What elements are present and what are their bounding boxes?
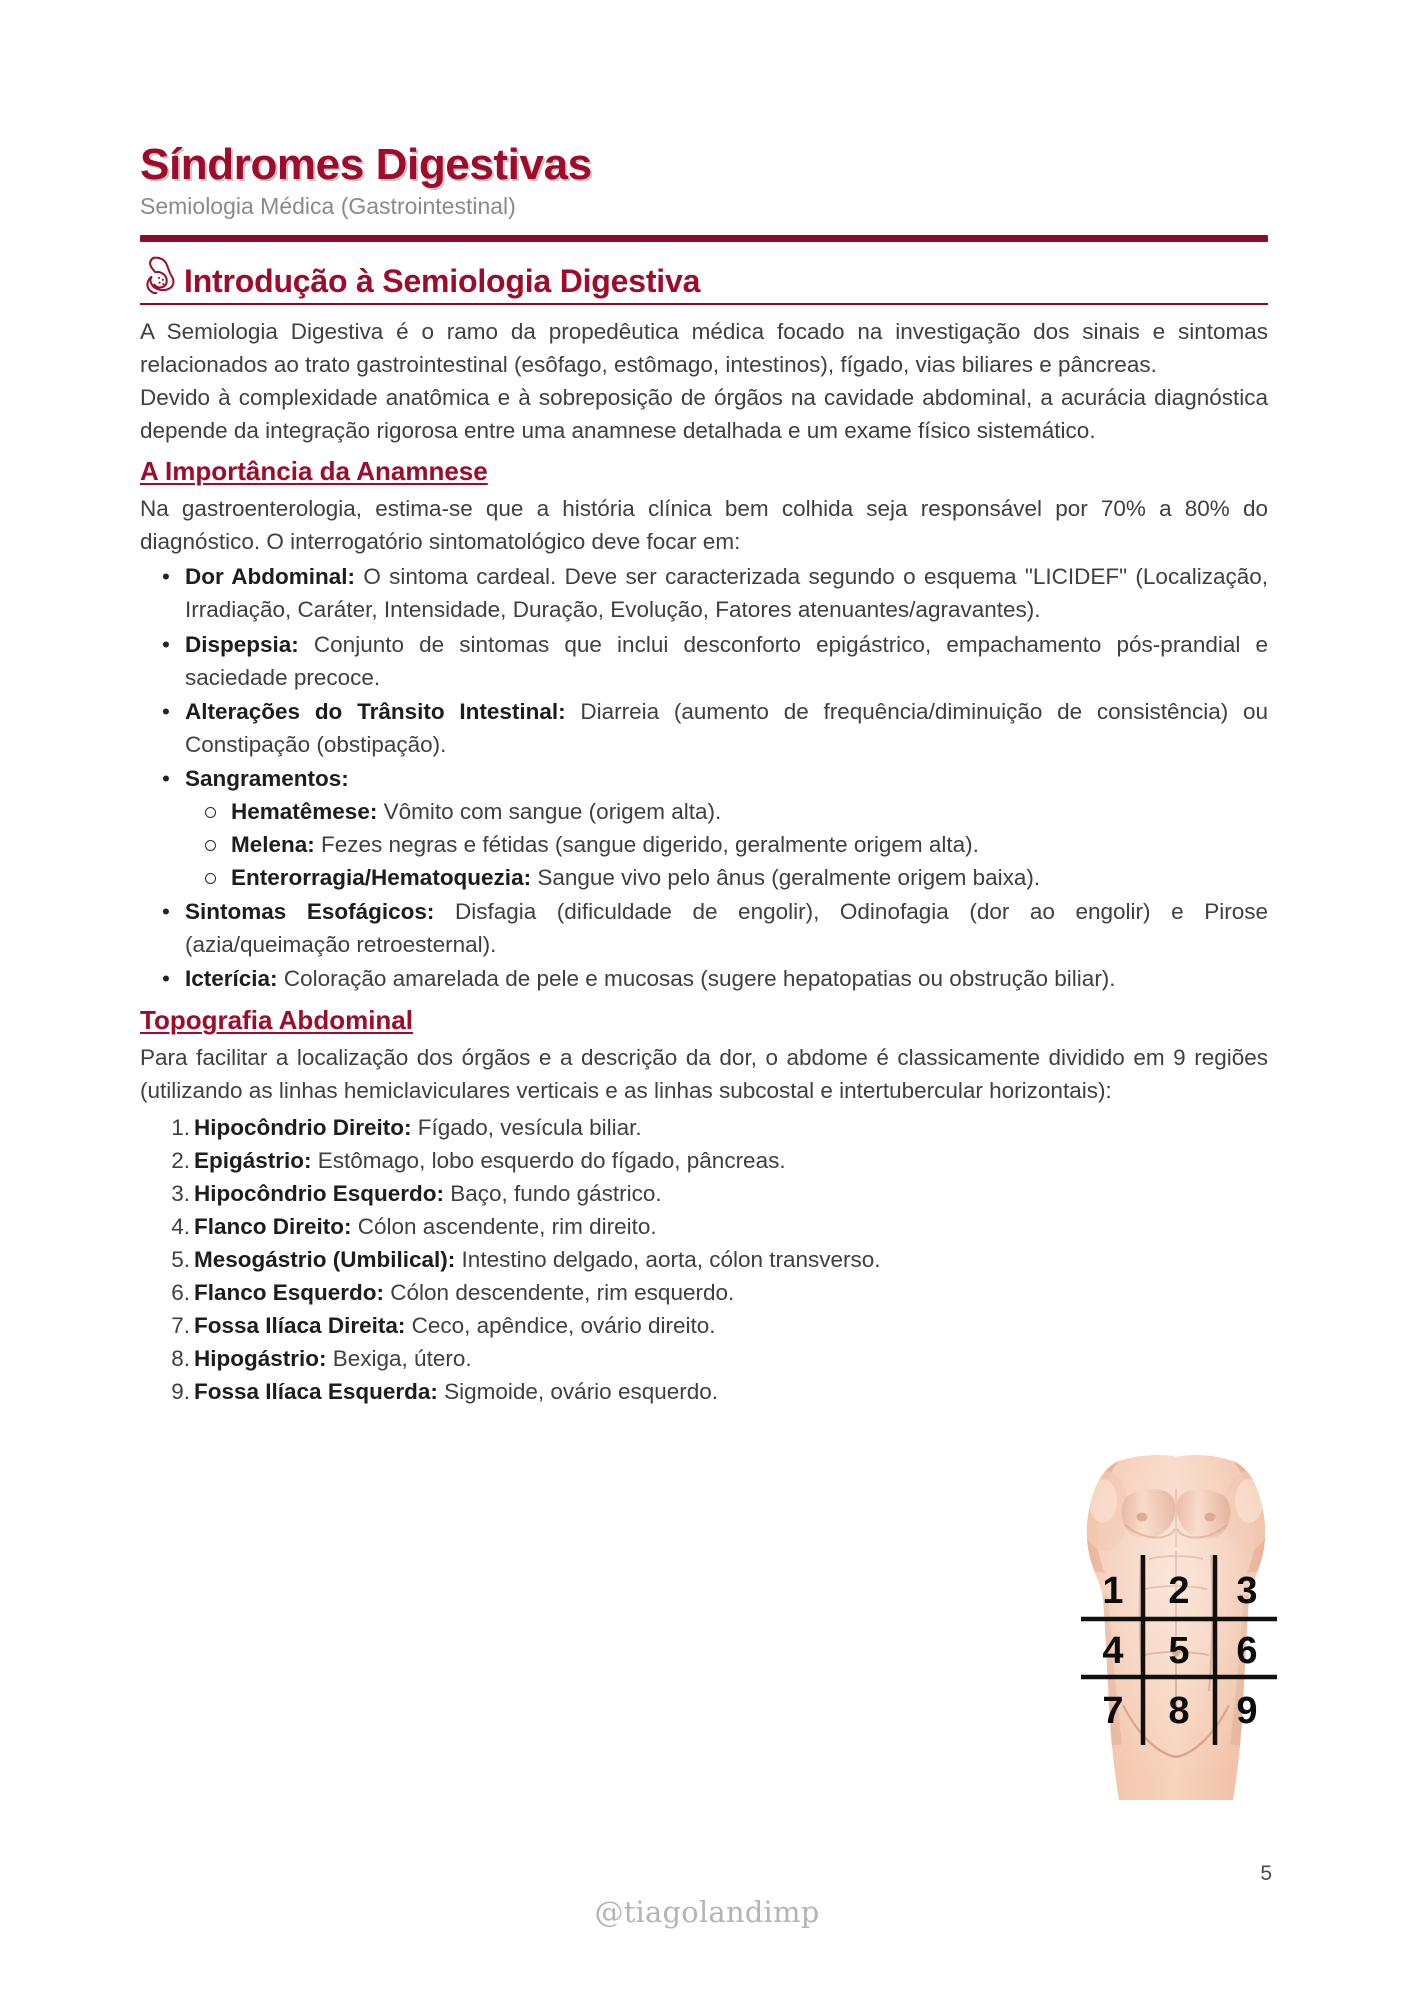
abdominal-quadrants-figure	[1045, 1455, 1305, 1800]
anamnese-list	[140, 560, 1268, 995]
page-content	[140, 140, 1268, 1408]
quadrant-label-6: 6	[1236, 1630, 1258, 1672]
quadrant-label-2: 2	[1168, 1570, 1190, 1612]
list-item-text: Diarreia (aumento de frequência/diminuição de consistência) ou Constipação (obstipação).	[185, 698, 1269, 757]
region-term: Fossa Ilíaca Direita:	[194, 1312, 406, 1338]
region-text: Intestino delgado, aorta, cólon transverso.	[455, 1246, 881, 1272]
page-title: Síndromes Digestivas	[140, 140, 592, 189]
quadrant-label-5: 5	[1168, 1630, 1190, 1672]
list-item	[140, 895, 1268, 961]
list-item	[140, 1243, 1268, 1276]
circle-bullet-icon	[205, 807, 216, 818]
list-item-text: Disfagia (dificuldade de engolir), Odinofagia (dor ao engolir) e Pirose (azia/queimação retroesternal).	[185, 899, 1268, 958]
page-subtitle: Semiologia Médica (Gastrointestinal)	[140, 193, 516, 220]
sub-list-item	[185, 828, 1268, 861]
region-text: Sigmoide, ovário esquerdo.	[437, 1379, 719, 1405]
list-item	[140, 1210, 1268, 1243]
list-item	[140, 560, 1268, 626]
region-term: Hipogástrio:	[194, 1345, 327, 1371]
sub-list-item	[185, 795, 1268, 828]
quadrant-label-3: 3	[1236, 1570, 1258, 1612]
region-text: Cólon ascendente, rim direito.	[351, 1213, 657, 1239]
sangramentos-sublist	[185, 795, 1268, 894]
section-title: Introdução à Semiologia Digestiva	[184, 263, 701, 300]
list-item	[140, 1375, 1268, 1408]
region-term: Fossa Ilíaca Esquerda:	[194, 1379, 438, 1405]
intro-paragraph-1: A Semiologia Digestiva é o ramo da propedêutica médica focado na investigação dos sinais e sintomas relacionados ao trato gastrointestinal (esôfago, estômago, intestinos), fígado, vias biliares e pâncreas.	[140, 318, 1268, 377]
quadrant-label-9: 9	[1236, 1690, 1258, 1732]
list-item	[140, 695, 1268, 761]
anamnese-intro: Na gastroenterologia, estima-se que a história clínica bem colhida seja responsável por 70% a 80% do diagnóstico. O interrogatório sintomatológico deve focar em:	[140, 496, 1268, 555]
list-item-term: Sangramentos:	[185, 765, 349, 791]
sub-list-item-term: Hematêmese:	[231, 798, 378, 824]
sub-list-item-term: Enterorragia/Hematoquezia:	[231, 864, 532, 890]
list-item	[140, 1309, 1268, 1342]
quadrant-label-8: 8	[1168, 1690, 1190, 1732]
region-text: Bexiga, útero.	[326, 1345, 472, 1371]
bullet-dot-icon: •	[162, 765, 170, 791]
title-divider	[140, 235, 1268, 242]
bullet-dot-icon: •	[162, 564, 170, 590]
bullet-dot-icon: •	[162, 899, 170, 925]
list-item	[140, 1177, 1268, 1210]
sub-list-item-term: Melena:	[231, 831, 315, 857]
watermark: @tiagolandimp	[594, 1895, 820, 1929]
subheading-topografia: Topografia Abdominal	[140, 1005, 413, 1036]
bullet-dot-icon: •	[162, 698, 170, 724]
topografia-region-list	[140, 1111, 1268, 1409]
quadrant-label-4: 4	[1102, 1630, 1124, 1672]
page-number: 5	[1260, 1862, 1272, 1885]
bullet-dot-icon: •	[162, 631, 170, 657]
sub-list-item	[185, 861, 1268, 894]
list-item	[140, 628, 1268, 694]
region-text: Estômago, lobo esquerdo do fígado, pâncreas.	[311, 1147, 786, 1173]
list-item-term: Dispepsia:	[185, 631, 299, 657]
list-item-term: Dor Abdominal:	[185, 564, 355, 590]
topografia-intro: Para facilitar a localização dos órgãos e a descrição da dor, o abdome é classicamente dividido em 9 regiões (utilizando as linhas hemiclaviculares verticais e as linhas subcostal e intertubercular horizontais):	[140, 1045, 1268, 1104]
list-item	[140, 1276, 1268, 1309]
section-header	[140, 254, 1268, 299]
list-item	[140, 762, 1268, 894]
region-text: Fígado, vesícula biliar.	[411, 1114, 642, 1140]
region-term: Hipocôndrio Direito:	[194, 1114, 412, 1140]
list-item-text: Conjunto de sintomas que inclui desconforto epigástrico, empachamento pós-prandial e saciedade precoce.	[185, 631, 1268, 690]
circle-bullet-icon	[205, 873, 216, 884]
region-text: Baço, fundo gástrico.	[444, 1180, 662, 1206]
region-term: Mesogástrio (Umbilical):	[194, 1246, 456, 1272]
subheading-anamnese-wrap	[140, 447, 1268, 492]
region-text: Cólon descendente, rim esquerdo.	[384, 1279, 735, 1305]
list-item-text: Coloração amarelada de pele e mucosas (sugere hepatopatias ou obstrução biliar).	[277, 966, 1116, 992]
sub-list-item-text: Fezes negras e fétidas (sangue digerido, geralmente origem alta).	[314, 831, 979, 857]
list-item-term: Alterações do Trânsito Intestinal:	[185, 698, 566, 724]
list-item-term: Icterícia:	[185, 966, 278, 992]
sub-list-item-text: Sangue vivo pelo ânus (geralmente origem baixa).	[531, 864, 1041, 890]
stomach-icon	[140, 254, 182, 298]
region-term: Flanco Esquerdo:	[194, 1279, 385, 1305]
list-item	[140, 1111, 1268, 1144]
region-term: Hipocôndrio Esquerdo:	[194, 1180, 444, 1206]
quadrant-label-7: 7	[1102, 1690, 1124, 1732]
list-item	[140, 1144, 1268, 1177]
list-item	[140, 1342, 1268, 1375]
list-item-term: Sintomas Esofágicos:	[185, 899, 435, 925]
circle-bullet-icon	[205, 840, 216, 851]
region-term: Flanco Direito:	[194, 1213, 352, 1239]
list-item-text: O sintoma cardeal. Deve ser caracterizada segundo o esquema "LICIDEF" (Localização, Irradiação, Caráter, Intensidade, Duração, Evolução, Fatores atenuantes/agravantes).	[185, 564, 1268, 623]
sub-list-item-text: Vômito com sangue (origem alta).	[377, 798, 722, 824]
intro-paragraph-2: Devido à complexidade anatômica e à sobreposição de órgãos na cavidade abdominal, a acurácia diagnóstica depende da integração rigorosa entre uma anamnese detalhada e um exame físico sistemático.	[140, 384, 1268, 444]
quadrant-label-1: 1	[1102, 1570, 1124, 1612]
section-divider	[140, 303, 1268, 305]
region-term: Epigástrio:	[194, 1147, 312, 1173]
bullet-dot-icon: •	[162, 966, 170, 992]
subheading-anamnese: A Importância da Anamnese	[140, 456, 488, 487]
list-item	[140, 962, 1268, 995]
region-text: Ceco, apêndice, ovário direito.	[405, 1312, 716, 1338]
subheading-topografia-wrap	[140, 996, 1268, 1041]
